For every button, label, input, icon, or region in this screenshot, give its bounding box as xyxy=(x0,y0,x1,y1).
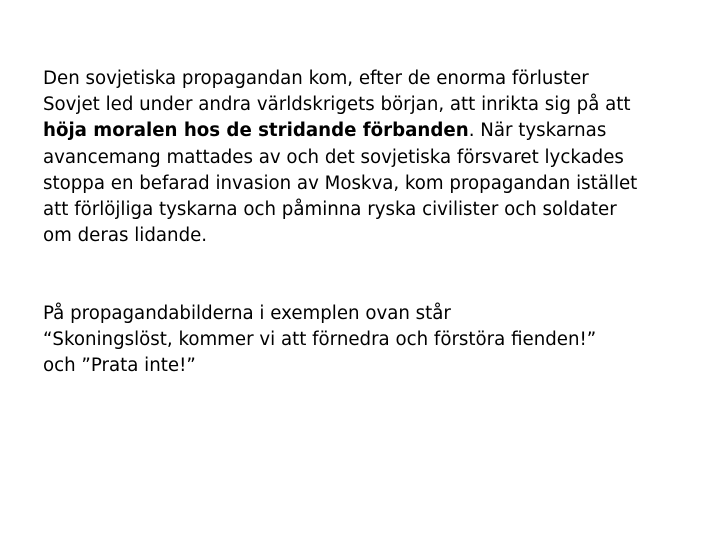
text-line: Sovjet led under andra världskrigets början, att inrikta sig på att xyxy=(43,94,631,116)
paragraph-soviet-propaganda xyxy=(43,66,693,249)
text-line xyxy=(43,118,693,144)
text-line: att förlöjliga tyskarna och påminna ryska civilister och soldater xyxy=(43,199,617,221)
text-line: “Skoningslöst, kommer vi att förnedra och förstöra fienden!” xyxy=(43,329,597,351)
text-line: På propagandabilderna i exemplen ovan står xyxy=(43,303,451,324)
bold-phrase: höja moralen hos de stridande förbanden xyxy=(43,120,469,142)
text-line: Den sovjetiska propagandan kom, efter de enorma förluster xyxy=(43,68,589,89)
text-line: och ”Prata inte!” xyxy=(43,355,196,377)
text-fragment: . När tyskarnas xyxy=(468,120,607,142)
text-line: avancemang mattades av och det sovjetiska försvaret lyckades xyxy=(43,146,624,168)
text-line: om deras lidande. xyxy=(43,225,208,247)
paragraph-poster-quotes xyxy=(43,301,693,380)
text-line: stoppa en befarad invasion av Moskva, kom propagandan istället xyxy=(43,172,638,194)
